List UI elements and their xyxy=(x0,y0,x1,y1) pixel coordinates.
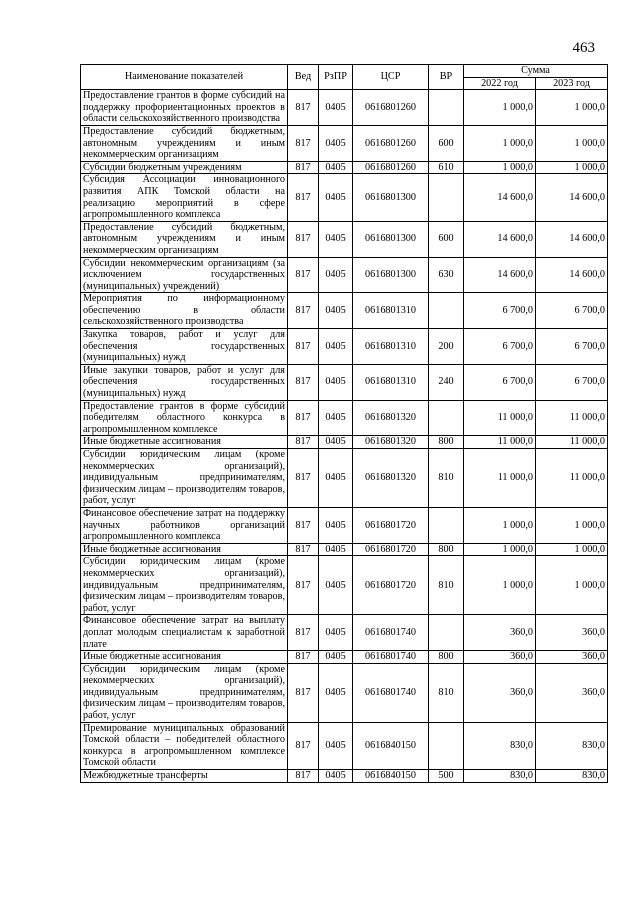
row-amount-2023: 1 000,0 xyxy=(536,556,608,615)
row-ved: 817 xyxy=(288,543,319,556)
table-row xyxy=(81,651,608,664)
table-row xyxy=(81,400,608,436)
row-rzpr: 0405 xyxy=(319,651,353,664)
row-csr: 0616801320 xyxy=(353,436,429,449)
row-amount-2023: 1 000,0 xyxy=(536,90,608,126)
row-ved: 817 xyxy=(288,221,319,257)
row-rzpr: 0405 xyxy=(319,125,353,161)
row-vr xyxy=(429,174,464,221)
row-vr: 240 xyxy=(429,364,464,400)
row-amount-2022: 11 000,0 xyxy=(464,400,536,436)
row-vr: 810 xyxy=(429,449,464,508)
row-amount-2023: 14 600,0 xyxy=(536,221,608,257)
header-rzpr: РзПР xyxy=(319,65,353,90)
header-year-2023: 2023 год xyxy=(536,77,608,90)
row-amount-2023: 14 600,0 xyxy=(536,257,608,293)
table-row xyxy=(81,615,608,651)
row-amount-2023: 6 700,0 xyxy=(536,364,608,400)
row-amount-2022: 1 000,0 xyxy=(464,556,536,615)
header-csr: ЦСР xyxy=(353,65,429,90)
row-rzpr: 0405 xyxy=(319,400,353,436)
row-csr: 0616801260 xyxy=(353,90,429,126)
table-header xyxy=(81,65,608,90)
row-amount-2022: 1 000,0 xyxy=(464,161,536,174)
row-amount-2023: 1 000,0 xyxy=(536,161,608,174)
table-row xyxy=(81,436,608,449)
row-amount-2022: 14 600,0 xyxy=(464,257,536,293)
row-rzpr: 0405 xyxy=(319,507,353,543)
row-amount-2023: 1 000,0 xyxy=(536,507,608,543)
row-vr: 630 xyxy=(429,257,464,293)
row-name: Финансовое обеспечение затрат на поддержку научных работников организаций агропромышленного комплекса xyxy=(81,507,288,543)
table-row xyxy=(81,125,608,161)
row-rzpr: 0405 xyxy=(319,663,353,722)
row-name: Межбюджетные трансферты xyxy=(81,770,288,783)
row-vr xyxy=(429,722,464,769)
row-amount-2022: 1 000,0 xyxy=(464,125,536,161)
table-row xyxy=(81,449,608,508)
row-rzpr: 0405 xyxy=(319,90,353,126)
row-amount-2022: 1 000,0 xyxy=(464,507,536,543)
row-amount-2022: 6 700,0 xyxy=(464,293,536,329)
row-amount-2022: 14 600,0 xyxy=(464,221,536,257)
row-rzpr: 0405 xyxy=(319,174,353,221)
row-csr: 0616840150 xyxy=(353,770,429,783)
row-ved: 817 xyxy=(288,770,319,783)
row-amount-2022: 1 000,0 xyxy=(464,543,536,556)
row-csr: 0616801740 xyxy=(353,615,429,651)
row-vr: 200 xyxy=(429,329,464,365)
row-csr: 0616801720 xyxy=(353,543,429,556)
row-name: Иные бюджетные ассигнования xyxy=(81,651,288,664)
row-name: Субсидии юридическим лицам (кроме некоммерческих организаций), индивидуальным предпринимателям, физическим лицам – производителям товаров, работ, услуг xyxy=(81,449,288,508)
row-rzpr: 0405 xyxy=(319,293,353,329)
row-name: Субсидия Ассоциации инновационного развития АПК Томской области на реализацию мероприятий в сфере агропромышленного комплекса xyxy=(81,174,288,221)
row-rzpr: 0405 xyxy=(319,615,353,651)
row-amount-2022: 830,0 xyxy=(464,722,536,769)
row-ved: 817 xyxy=(288,174,319,221)
row-name: Предоставление субсидий бюджетным, автономным учреждениям и иным некоммерческим организациям xyxy=(81,221,288,257)
row-csr: 0616801320 xyxy=(353,449,429,508)
table-row xyxy=(81,364,608,400)
row-rzpr: 0405 xyxy=(319,722,353,769)
row-vr: 810 xyxy=(429,663,464,722)
row-ved: 817 xyxy=(288,507,319,543)
row-ved: 817 xyxy=(288,556,319,615)
row-csr: 0616801310 xyxy=(353,329,429,365)
row-csr: 0616840150 xyxy=(353,722,429,769)
row-vr xyxy=(429,293,464,329)
table-row xyxy=(81,221,608,257)
row-rzpr: 0405 xyxy=(319,161,353,174)
row-ved: 817 xyxy=(288,663,319,722)
row-amount-2023: 6 700,0 xyxy=(536,329,608,365)
row-amount-2022: 11 000,0 xyxy=(464,449,536,508)
row-ved: 817 xyxy=(288,293,319,329)
row-vr: 610 xyxy=(429,161,464,174)
table-row xyxy=(81,293,608,329)
row-vr: 500 xyxy=(429,770,464,783)
budget-table xyxy=(80,64,608,783)
row-csr: 0616801720 xyxy=(353,556,429,615)
table-row xyxy=(81,257,608,293)
row-name: Субсидии бюджетным учреждениям xyxy=(81,161,288,174)
row-ved: 817 xyxy=(288,329,319,365)
row-ved: 817 xyxy=(288,400,319,436)
row-name: Иные закупки товаров, работ и услуг для обеспечения государственных (муниципальных) нужд xyxy=(81,364,288,400)
row-amount-2023: 11 000,0 xyxy=(536,400,608,436)
row-amount-2023: 14 600,0 xyxy=(536,174,608,221)
row-amount-2022: 830,0 xyxy=(464,770,536,783)
row-csr: 0616801310 xyxy=(353,293,429,329)
row-csr: 0616801310 xyxy=(353,364,429,400)
row-amount-2023: 830,0 xyxy=(536,722,608,769)
row-ved: 817 xyxy=(288,161,319,174)
row-csr: 0616801300 xyxy=(353,257,429,293)
row-csr: 0616801300 xyxy=(353,174,429,221)
row-rzpr: 0405 xyxy=(319,221,353,257)
row-ved: 817 xyxy=(288,722,319,769)
row-name: Субсидии юридическим лицам (кроме некоммерческих организаций), индивидуальным предпринимателям, физическим лицам – производителям товаров, работ, услуг xyxy=(81,556,288,615)
row-vr xyxy=(429,507,464,543)
table-row xyxy=(81,556,608,615)
row-amount-2023: 360,0 xyxy=(536,663,608,722)
header-vr: ВР xyxy=(429,65,464,90)
row-name: Премирование муниципальных образований Томской области – победителей областного конкурса в агропромышленном комплексе Томской области xyxy=(81,722,288,769)
row-vr: 800 xyxy=(429,651,464,664)
row-csr: 0616801740 xyxy=(353,663,429,722)
row-amount-2023: 360,0 xyxy=(536,615,608,651)
header-year-2022: 2022 год xyxy=(464,77,536,90)
row-amount-2022: 11 000,0 xyxy=(464,436,536,449)
row-amount-2022: 1 000,0 xyxy=(464,90,536,126)
row-name: Предоставление грантов в форме субсидий победителям областного конкурса в агропромышленном комплексе xyxy=(81,400,288,436)
row-name: Субсидии юридическим лицам (кроме некоммерческих организаций), индивидуальным предпринимателям, физическим лицам – производителям товаров, работ, услуг xyxy=(81,663,288,722)
row-amount-2022: 14 600,0 xyxy=(464,174,536,221)
header-name: Наименование показателей xyxy=(81,65,288,90)
row-rzpr: 0405 xyxy=(319,364,353,400)
table-row xyxy=(81,329,608,365)
row-ved: 817 xyxy=(288,364,319,400)
row-rzpr: 0405 xyxy=(319,257,353,293)
row-csr: 0616801260 xyxy=(353,161,429,174)
row-vr: 800 xyxy=(429,436,464,449)
row-amount-2023: 1 000,0 xyxy=(536,543,608,556)
table-row xyxy=(81,507,608,543)
row-ved: 817 xyxy=(288,257,319,293)
row-rzpr: 0405 xyxy=(319,543,353,556)
row-vr xyxy=(429,400,464,436)
row-vr: 810 xyxy=(429,556,464,615)
row-name: Иные бюджетные ассигнования xyxy=(81,543,288,556)
row-vr: 800 xyxy=(429,543,464,556)
row-name: Мероприятия по информационному обеспечению в области сельскохозяйственного производства xyxy=(81,293,288,329)
row-vr xyxy=(429,615,464,651)
row-rzpr: 0405 xyxy=(319,436,353,449)
table-row xyxy=(81,722,608,769)
row-amount-2022: 6 700,0 xyxy=(464,364,536,400)
row-amount-2023: 1 000,0 xyxy=(536,125,608,161)
row-rzpr: 0405 xyxy=(319,770,353,783)
row-csr: 0616801320 xyxy=(353,400,429,436)
row-amount-2023: 11 000,0 xyxy=(536,436,608,449)
row-csr: 0616801720 xyxy=(353,507,429,543)
row-amount-2022: 360,0 xyxy=(464,651,536,664)
header-sum: Сумма xyxy=(464,65,608,78)
row-name: Субсидии некоммерческим организациям (за исключением государственных (муниципальных) учреждений) xyxy=(81,257,288,293)
row-csr: 0616801740 xyxy=(353,651,429,664)
row-amount-2022: 360,0 xyxy=(464,663,536,722)
row-csr: 0616801300 xyxy=(353,221,429,257)
row-rzpr: 0405 xyxy=(319,449,353,508)
table-row xyxy=(81,174,608,221)
row-amount-2023: 830,0 xyxy=(536,770,608,783)
row-ved: 817 xyxy=(288,436,319,449)
row-name: Закупка товаров, работ и услуг для обеспечения государственных (муниципальных) нужд xyxy=(81,329,288,365)
row-ved: 817 xyxy=(288,125,319,161)
row-amount-2023: 11 000,0 xyxy=(536,449,608,508)
row-amount-2023: 6 700,0 xyxy=(536,293,608,329)
row-amount-2022: 360,0 xyxy=(464,615,536,651)
table-body xyxy=(81,90,608,782)
row-rzpr: 0405 xyxy=(319,556,353,615)
row-name: Финансовое обеспечение затрат на выплату доплат молодым специалистам к заработной плате xyxy=(81,615,288,651)
row-name: Иные бюджетные ассигнования xyxy=(81,436,288,449)
row-ved: 817 xyxy=(288,90,319,126)
row-ved: 817 xyxy=(288,651,319,664)
table-row xyxy=(81,663,608,722)
table-row xyxy=(81,770,608,783)
row-vr xyxy=(429,90,464,126)
row-vr: 600 xyxy=(429,221,464,257)
row-vr: 600 xyxy=(429,125,464,161)
row-rzpr: 0405 xyxy=(319,329,353,365)
row-amount-2023: 360,0 xyxy=(536,651,608,664)
page-number: 463 xyxy=(572,40,595,56)
table-row xyxy=(81,90,608,126)
table-row xyxy=(81,543,608,556)
header-ved: Вед xyxy=(288,65,319,90)
row-amount-2022: 6 700,0 xyxy=(464,329,536,365)
table-row xyxy=(81,161,608,174)
row-csr: 0616801260 xyxy=(353,125,429,161)
row-name: Предоставление субсидий бюджетным, автономным учреждениям и иным некоммерческим организациям xyxy=(81,125,288,161)
row-ved: 817 xyxy=(288,615,319,651)
row-ved: 817 xyxy=(288,449,319,508)
row-name: Предоставление грантов в форме субсидий на поддержку профориентационных проектов в области сельскохозяйственного производства xyxy=(81,90,288,126)
